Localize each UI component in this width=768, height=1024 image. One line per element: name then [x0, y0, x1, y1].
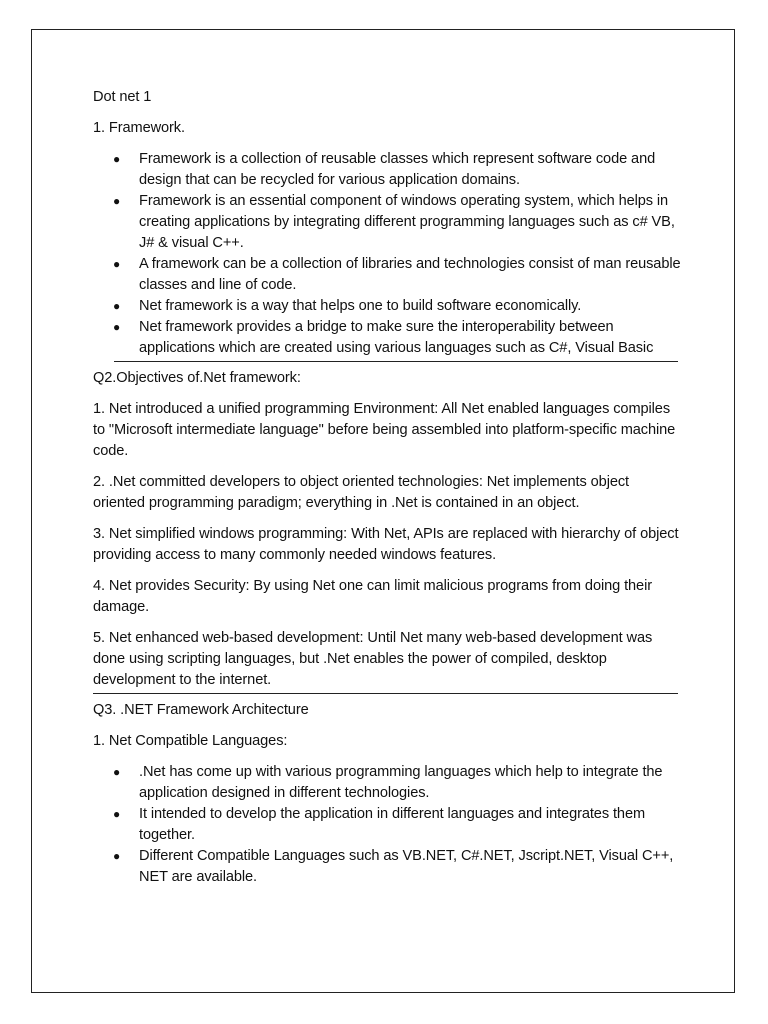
bullet-icon: ● [113, 257, 121, 271]
list-item-text: A framework can be a collection of libraries and technologies consist of man reusable classes and line of code. [139, 256, 681, 293]
list-item-text: Framework is an essential component of windows operating system, which helps in creating applications by integrating different programming languages such as c# VB, J# & visual C++. [139, 193, 675, 251]
section3-bullet-list [93, 762, 683, 888]
list-item [93, 149, 683, 191]
section3-subheading: 1. Net Compatible Languages: [93, 733, 288, 749]
list-item [93, 804, 683, 846]
list-item-text: Framework is a collection of reusable classes which represent software code and design that can be recycled for various application domains. [139, 151, 656, 188]
list-item [93, 296, 683, 317]
bullet-icon: ● [113, 152, 121, 166]
bullet-icon: ● [113, 849, 121, 863]
bullet-icon: ● [113, 194, 121, 208]
section2-paragraph: 5. Net enhanced web-based development: Until Net many web-based development was done using scripting languages, but .Net enables the power of compiled, desktop development to the internet. [93, 630, 653, 688]
section2-paragraph: 1. Net introduced a unified programming Environment: All Net enabled languages compiles to "Microsoft intermediate language" before being assembled into platform-specific machine code. [93, 401, 676, 459]
bullet-icon: ● [113, 299, 121, 313]
list-item-text: Net framework provides a bridge to make sure the interoperability between applications which are created using various languages such as C#, Visual Basic [139, 319, 654, 356]
list-item [93, 254, 683, 296]
list-item-text: Different Compatible Languages such as VB.NET, C#.NET, Jscript.NET, Visual C++, NET are available. [139, 848, 674, 885]
section2-paragraph: 2. .Net committed developers to object oriented technologies: Net implements object oriented programming paradigm; everything in .Net is contained in an object. [93, 474, 630, 511]
list-item [93, 762, 683, 804]
list-item-text: Net framework is a way that helps one to build software economically. [139, 298, 582, 314]
section2-heading: Q2.Objectives of.Net framework: [93, 370, 301, 386]
section-divider [93, 693, 678, 694]
list-item-text: .Net has come up with various programming languages which help to integrate the application designed in different technologies. [139, 764, 663, 801]
bullet-icon: ● [113, 765, 121, 779]
section1-bullet-list [93, 149, 683, 359]
section-divider [114, 361, 678, 362]
list-item [93, 317, 683, 359]
document-title: Dot net 1 [93, 89, 152, 105]
bullet-icon: ● [113, 320, 121, 334]
list-item [93, 191, 683, 254]
bullet-icon: ● [113, 807, 121, 821]
section3-heading: Q3. .NET Framework Architecture [93, 702, 309, 718]
section2-paragraph: 4. Net provides Security: By using Net one can limit malicious programs from doing their damage. [93, 578, 652, 615]
document-body [93, 87, 683, 888]
section2-paragraph: 3. Net simplified windows programming: With Net, APIs are replaced with hierarchy of object providing access to many commonly needed windows features. [93, 526, 679, 563]
list-item [93, 846, 683, 888]
list-item-text: It intended to develop the application in different languages and integrates them together. [139, 806, 646, 843]
section1-heading: 1. Framework. [93, 120, 185, 136]
